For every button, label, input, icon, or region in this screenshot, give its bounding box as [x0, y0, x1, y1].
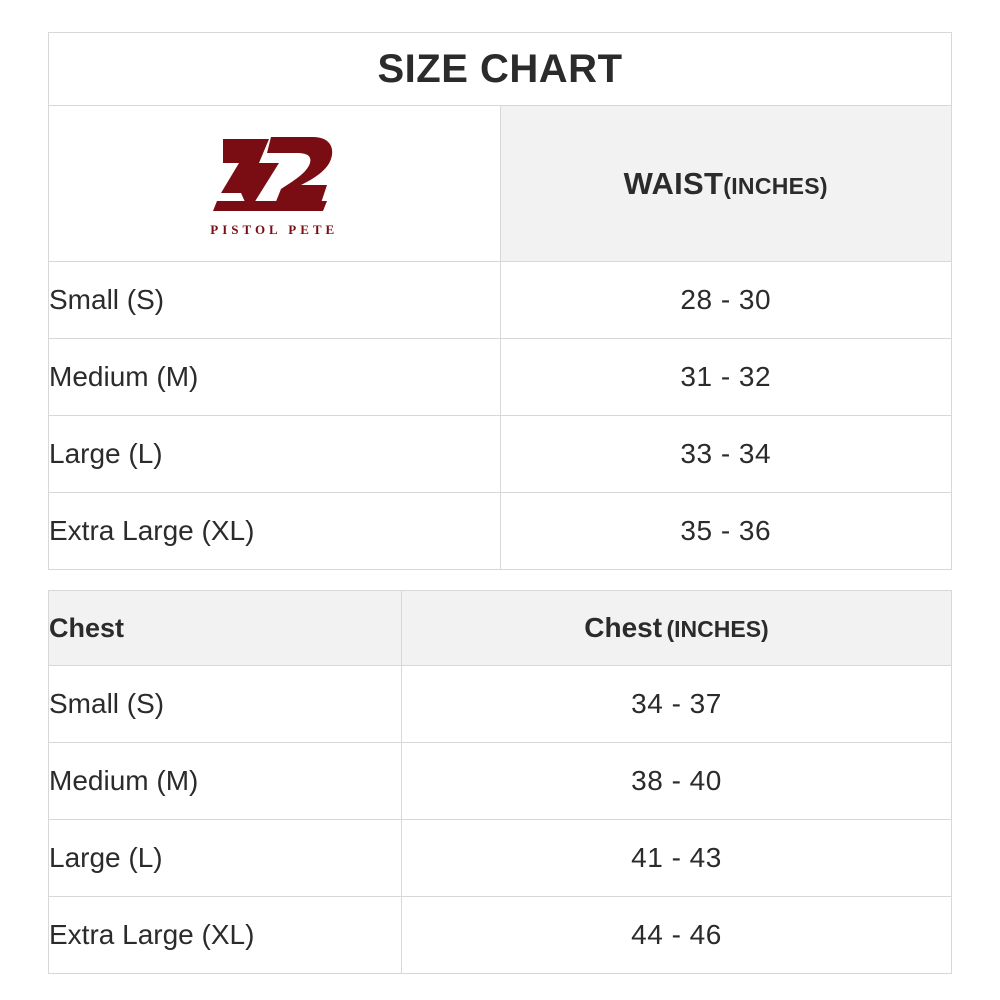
table-row	[49, 493, 952, 570]
size-value: 35 - 36	[500, 493, 952, 570]
size-label: Small (S)	[49, 666, 402, 743]
chest-header-size-column: Chest	[49, 591, 402, 666]
size-value: 38 - 40	[402, 743, 952, 820]
brand-logo	[209, 129, 339, 239]
size-value: 34 - 37	[402, 666, 952, 743]
chest-header-cell	[402, 591, 952, 666]
waist-header-main: WAIST	[623, 165, 724, 201]
chest-header-unit: (INCHES)	[666, 616, 769, 642]
chest-table	[48, 590, 952, 974]
page-title: SIZE CHART	[49, 33, 952, 106]
size-value: 31 - 32	[500, 339, 952, 416]
size-value: 33 - 34	[500, 416, 952, 493]
title-row	[49, 33, 952, 106]
size-label: Medium (M)	[49, 339, 501, 416]
waist-header-row	[49, 106, 952, 262]
size-label: Large (L)	[49, 820, 402, 897]
table-row	[49, 743, 952, 820]
waist-table	[48, 32, 952, 570]
size-value: 41 - 43	[402, 820, 952, 897]
pistol-pete-logo-icon	[209, 133, 339, 215]
table-row	[49, 339, 952, 416]
brand-name: PISTOL PETE	[210, 221, 339, 237]
size-label: Medium (M)	[49, 743, 402, 820]
table-row	[49, 262, 952, 339]
table-row	[49, 666, 952, 743]
chest-header-main: Chest	[584, 612, 663, 643]
size-label: Small (S)	[49, 262, 501, 339]
table-row	[49, 416, 952, 493]
table-row	[49, 820, 952, 897]
size-value: 44 - 46	[402, 897, 952, 974]
waist-header-cell	[500, 106, 952, 262]
size-label: Extra Large (XL)	[49, 897, 402, 974]
waist-header-unit: (INCHES)	[723, 172, 828, 199]
chest-size-chart	[48, 590, 952, 974]
chest-header-row	[49, 591, 952, 666]
size-label: Large (L)	[49, 416, 501, 493]
size-value: 28 - 30	[500, 262, 952, 339]
size-label: Extra Large (XL)	[49, 493, 501, 570]
waist-size-chart	[48, 32, 952, 570]
table-row	[49, 897, 952, 974]
brand-logo-cell	[49, 106, 501, 262]
